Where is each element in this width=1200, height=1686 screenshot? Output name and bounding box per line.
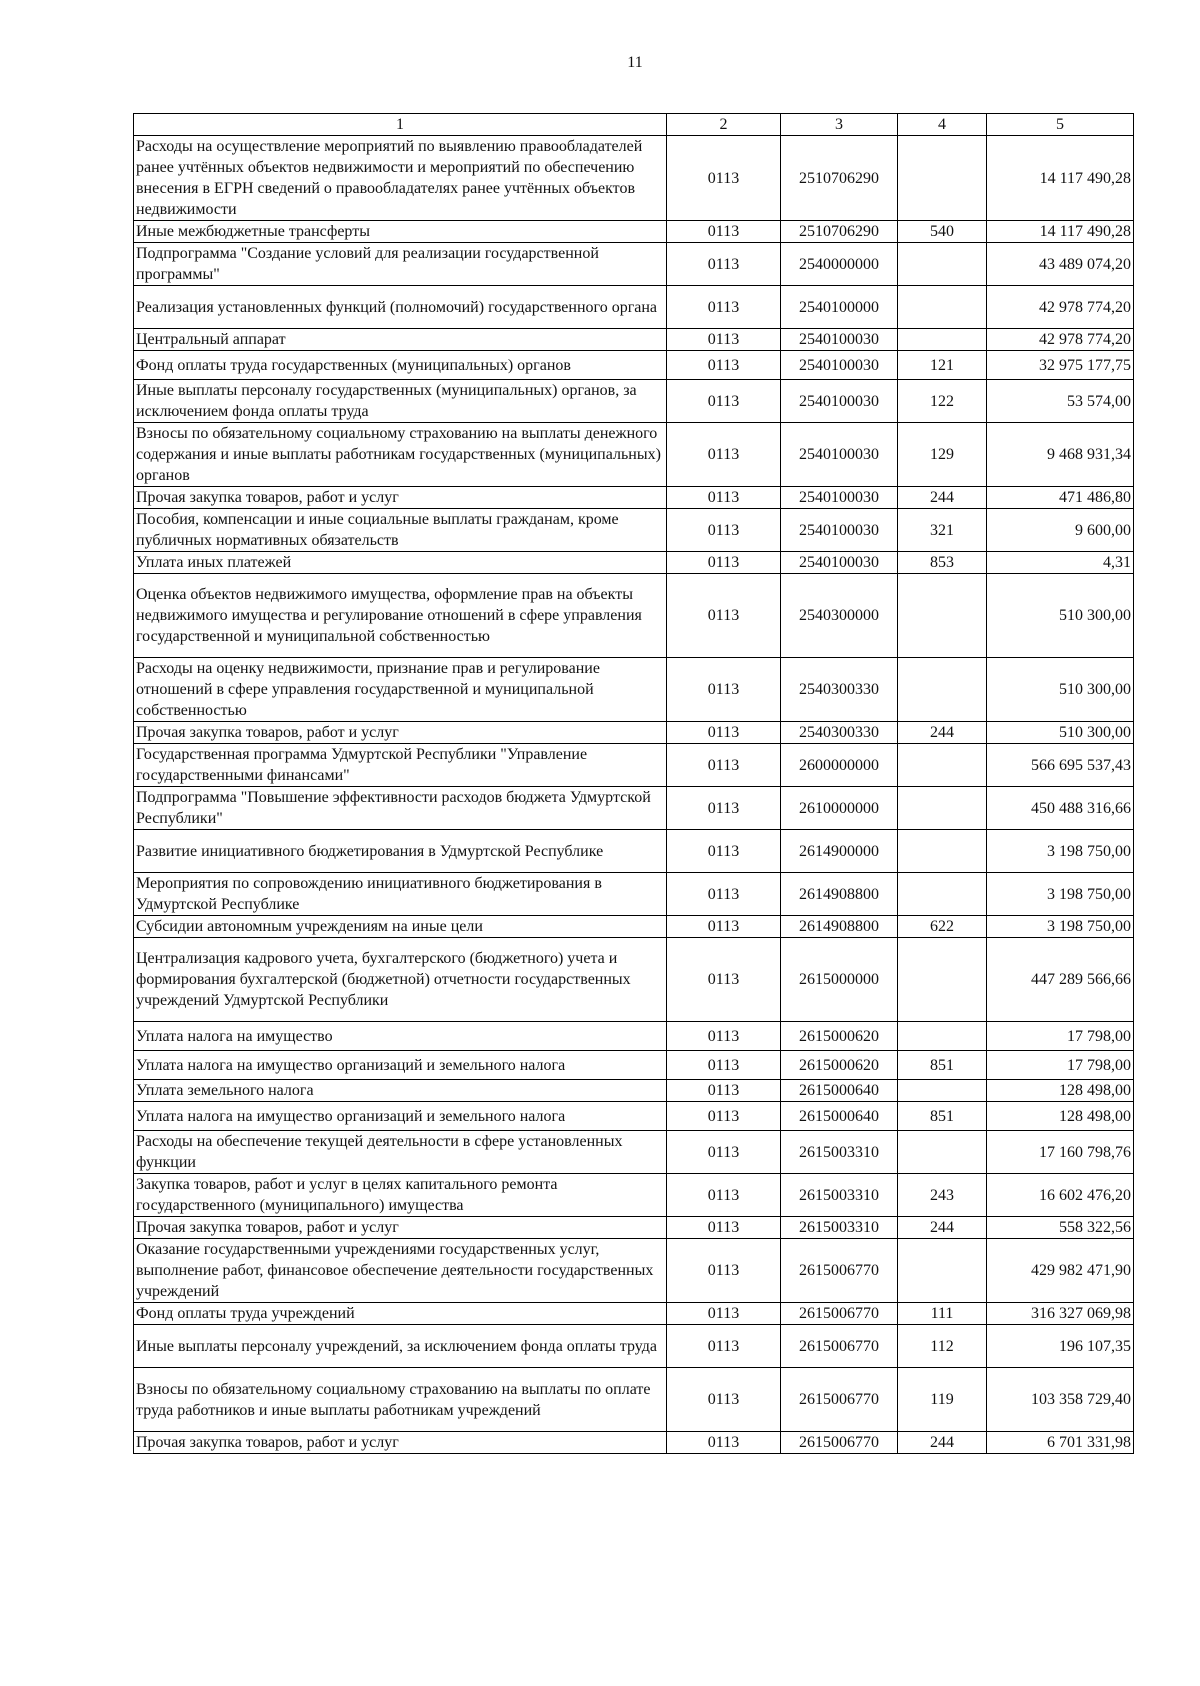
row-section-cell: 0113 [667, 1303, 781, 1325]
row-code-cell: 2600000000 [781, 744, 898, 787]
table-row [134, 1022, 1134, 1051]
header-row [134, 114, 1134, 136]
row-name-cell: Расходы на обеспечение текущей деятельности в сфере установленных функции [134, 1131, 667, 1174]
row-code-cell: 2614900000 [781, 830, 898, 873]
row-name-cell: Фонд оплаты труда государственных (муниципальных) органов [134, 351, 667, 380]
row-section-cell: 0113 [667, 1217, 781, 1239]
row-name-cell: Фонд оплаты труда учреждений [134, 1303, 667, 1325]
row-sum-cell: 128 498,00 [987, 1080, 1134, 1102]
row-expense-type-cell [898, 286, 987, 329]
row-name-cell: Иные выплаты персоналу учреждений, за исключением фонда оплаты труда [134, 1325, 667, 1368]
row-section-cell: 0113 [667, 1051, 781, 1080]
row-sum-cell: 16 602 476,20 [987, 1174, 1134, 1217]
row-sum-cell: 566 695 537,43 [987, 744, 1134, 787]
row-section-cell: 0113 [667, 1432, 781, 1454]
row-expense-type-cell [898, 744, 987, 787]
table-row [134, 1303, 1134, 1325]
table-row [134, 1239, 1134, 1303]
row-sum-cell: 6 701 331,98 [987, 1432, 1134, 1454]
row-expense-type-cell: 244 [898, 487, 987, 509]
row-expense-type-cell: 129 [898, 423, 987, 487]
row-expense-type-cell: 851 [898, 1102, 987, 1131]
row-section-cell: 0113 [667, 574, 781, 658]
row-name-cell: Прочая закупка товаров, работ и услуг [134, 487, 667, 509]
row-code-cell: 2615003310 [781, 1131, 898, 1174]
row-expense-type-cell: 321 [898, 509, 987, 552]
row-section-cell: 0113 [667, 1239, 781, 1303]
row-section-cell: 0113 [667, 916, 781, 938]
row-expense-type-cell [898, 938, 987, 1022]
row-code-cell: 2614908800 [781, 873, 898, 916]
row-section-cell: 0113 [667, 744, 781, 787]
row-expense-type-cell [898, 243, 987, 286]
table-row [134, 787, 1134, 830]
row-sum-cell: 9 468 931,34 [987, 423, 1134, 487]
row-section-cell: 0113 [667, 1325, 781, 1368]
table-row [134, 574, 1134, 658]
row-section-cell: 0113 [667, 380, 781, 423]
row-sum-cell: 43 489 074,20 [987, 243, 1134, 286]
row-code-cell: 2510706290 [781, 136, 898, 221]
row-section-cell: 0113 [667, 1022, 781, 1051]
header-col-2: 2 [667, 114, 781, 136]
row-sum-cell: 510 300,00 [987, 574, 1134, 658]
table-row [134, 552, 1134, 574]
table-row [134, 243, 1134, 286]
row-name-cell: Оказание государственными учреждениями государственных услуг, выполнение работ, финансовое обеспечение деятельности государственных учреждений [134, 1239, 667, 1303]
row-expense-type-cell: 851 [898, 1051, 987, 1080]
row-section-cell: 0113 [667, 1368, 781, 1432]
row-section-cell: 0113 [667, 1080, 781, 1102]
row-code-cell: 2540100000 [781, 286, 898, 329]
row-sum-cell: 4,31 [987, 552, 1134, 574]
table-row [134, 221, 1134, 243]
row-code-cell: 2615000640 [781, 1102, 898, 1131]
table-row [134, 916, 1134, 938]
row-expense-type-cell: 244 [898, 1217, 987, 1239]
row-sum-cell: 196 107,35 [987, 1325, 1134, 1368]
table-row [134, 286, 1134, 329]
row-code-cell: 2540100030 [781, 509, 898, 552]
row-name-cell: Иные выплаты персоналу государственных (муниципальных) органов, за исключением фонда оплаты труда [134, 380, 667, 423]
table-row [134, 1174, 1134, 1217]
row-name-cell: Уплата земельного налога [134, 1080, 667, 1102]
row-expense-type-cell [898, 136, 987, 221]
row-section-cell: 0113 [667, 423, 781, 487]
table-row [134, 722, 1134, 744]
row-name-cell: Централизация кадрового учета, бухгалтерского (бюджетного) учета и формирования бухгалтерской (бюджетной) отчетности государственных учреждений Удмуртской Республики [134, 938, 667, 1022]
row-section-cell: 0113 [667, 658, 781, 722]
row-name-cell: Расходы на осуществление мероприятий по выявлению правообладателей ранее учтённых объектов недвижимости и мероприятий по обеспечению внесения в ЕГРН сведений о правообладателях ранее учтённых объектов недвижимости [134, 136, 667, 221]
table-row [134, 1051, 1134, 1080]
table-row [134, 658, 1134, 722]
row-name-cell: Взносы по обязательному социальному страхованию на выплаты денежного содержания и иные выплаты работникам государственных (муниципальных) органов [134, 423, 667, 487]
row-section-cell: 0113 [667, 830, 781, 873]
row-name-cell: Мероприятия по сопровождению инициативного бюджетирования в Удмуртской Республике [134, 873, 667, 916]
table-row [134, 744, 1134, 787]
table-row [134, 1368, 1134, 1432]
row-sum-cell: 14 117 490,28 [987, 136, 1134, 221]
row-name-cell: Уплата иных платежей [134, 552, 667, 574]
row-code-cell: 2615006770 [781, 1368, 898, 1432]
budget-table [133, 113, 1134, 1454]
row-sum-cell: 510 300,00 [987, 722, 1134, 744]
table-row [134, 1325, 1134, 1368]
row-section-cell: 0113 [667, 136, 781, 221]
row-name-cell: Уплата налога на имущество организаций и земельного налога [134, 1102, 667, 1131]
row-code-cell: 2540100030 [781, 380, 898, 423]
row-expense-type-cell: 112 [898, 1325, 987, 1368]
row-section-cell: 0113 [667, 552, 781, 574]
table-row [134, 1131, 1134, 1174]
row-code-cell: 2540100030 [781, 552, 898, 574]
row-name-cell: Государственная программа Удмуртской Республики "Управление государственными финансами" [134, 744, 667, 787]
row-name-cell: Пособия, компенсации и иные социальные выплаты гражданам, кроме публичных нормативных обязательств [134, 509, 667, 552]
table-row [134, 938, 1134, 1022]
row-code-cell: 2540300000 [781, 574, 898, 658]
row-name-cell: Прочая закупка товаров, работ и услуг [134, 1432, 667, 1454]
row-expense-type-cell: 622 [898, 916, 987, 938]
table-row [134, 487, 1134, 509]
table-header [134, 114, 1134, 136]
table-row [134, 329, 1134, 351]
row-code-cell: 2540300330 [781, 658, 898, 722]
row-section-cell: 0113 [667, 787, 781, 830]
row-expense-type-cell [898, 574, 987, 658]
row-expense-type-cell [898, 1131, 987, 1174]
row-sum-cell: 42 978 774,20 [987, 329, 1134, 351]
row-sum-cell: 447 289 566,66 [987, 938, 1134, 1022]
row-name-cell: Развитие инициативного бюджетирования в Удмуртской Республике [134, 830, 667, 873]
row-code-cell: 2615000620 [781, 1051, 898, 1080]
row-name-cell: Центральный аппарат [134, 329, 667, 351]
row-expense-type-cell: 121 [898, 351, 987, 380]
row-name-cell: Взносы по обязательному социальному страхованию на выплаты по оплате труда работников и иные выплаты работникам учреждений [134, 1368, 667, 1432]
row-sum-cell: 53 574,00 [987, 380, 1134, 423]
row-code-cell: 2615003310 [781, 1217, 898, 1239]
page-number: 11 [627, 54, 643, 71]
row-expense-type-cell: 122 [898, 380, 987, 423]
row-code-cell: 2615006770 [781, 1239, 898, 1303]
row-expense-type-cell: 119 [898, 1368, 987, 1432]
row-name-cell: Прочая закупка товаров, работ и услуг [134, 1217, 667, 1239]
row-expense-type-cell [898, 873, 987, 916]
row-expense-type-cell: 244 [898, 722, 987, 744]
row-code-cell: 2615006770 [781, 1303, 898, 1325]
row-name-cell: Подпрограмма "Создание условий для реализации государственной программы" [134, 243, 667, 286]
row-section-cell: 0113 [667, 1174, 781, 1217]
row-sum-cell: 3 198 750,00 [987, 873, 1134, 916]
row-code-cell: 2540100030 [781, 423, 898, 487]
row-section-cell: 0113 [667, 221, 781, 243]
row-name-cell: Расходы на оценку недвижимости, признание прав и регулирование отношений в сфере управления государственной и муниципальной собственностью [134, 658, 667, 722]
row-sum-cell: 471 486,80 [987, 487, 1134, 509]
row-code-cell: 2615000640 [781, 1080, 898, 1102]
row-code-cell: 2510706290 [781, 221, 898, 243]
row-code-cell: 2540000000 [781, 243, 898, 286]
header-col-5: 5 [987, 114, 1134, 136]
row-name-cell: Субсидии автономным учреждениям на иные цели [134, 916, 667, 938]
row-code-cell: 2615000000 [781, 938, 898, 1022]
row-section-cell: 0113 [667, 1102, 781, 1131]
row-expense-type-cell [898, 658, 987, 722]
header-col-1: 1 [134, 114, 667, 136]
row-code-cell: 2540100030 [781, 351, 898, 380]
row-code-cell: 2540300330 [781, 722, 898, 744]
row-sum-cell: 42 978 774,20 [987, 286, 1134, 329]
row-sum-cell: 32 975 177,75 [987, 351, 1134, 380]
row-expense-type-cell: 111 [898, 1303, 987, 1325]
table-row [134, 423, 1134, 487]
row-expense-type-cell [898, 1080, 987, 1102]
row-expense-type-cell [898, 787, 987, 830]
row-code-cell: 2610000000 [781, 787, 898, 830]
row-sum-cell: 316 327 069,98 [987, 1303, 1134, 1325]
table-row [134, 351, 1134, 380]
row-sum-cell: 128 498,00 [987, 1102, 1134, 1131]
row-section-cell: 0113 [667, 286, 781, 329]
table-row [134, 1080, 1134, 1102]
row-section-cell: 0113 [667, 722, 781, 744]
row-sum-cell: 3 198 750,00 [987, 916, 1134, 938]
row-name-cell: Подпрограмма "Повышение эффективности расходов бюджета Удмуртской Республики" [134, 787, 667, 830]
row-sum-cell: 103 358 729,40 [987, 1368, 1134, 1432]
row-sum-cell: 429 982 471,90 [987, 1239, 1134, 1303]
row-sum-cell: 3 198 750,00 [987, 830, 1134, 873]
row-code-cell: 2540100030 [781, 487, 898, 509]
row-name-cell: Реализация установленных функций (полномочий) государственного органа [134, 286, 667, 329]
row-name-cell: Иные межбюджетные трансферты [134, 221, 667, 243]
row-sum-cell: 17 160 798,76 [987, 1131, 1134, 1174]
table-row [134, 1217, 1134, 1239]
row-sum-cell: 9 600,00 [987, 509, 1134, 552]
row-name-cell: Уплата налога на имущество [134, 1022, 667, 1051]
row-expense-type-cell: 540 [898, 221, 987, 243]
table-body [134, 136, 1134, 1454]
row-code-cell: 2614908800 [781, 916, 898, 938]
row-expense-type-cell: 243 [898, 1174, 987, 1217]
row-sum-cell: 510 300,00 [987, 658, 1134, 722]
row-sum-cell: 558 322,56 [987, 1217, 1134, 1239]
row-expense-type-cell [898, 1022, 987, 1051]
row-name-cell: Уплата налога на имущество организаций и земельного налога [134, 1051, 667, 1080]
table-row [134, 1102, 1134, 1131]
row-sum-cell: 14 117 490,28 [987, 221, 1134, 243]
row-code-cell: 2615006770 [781, 1432, 898, 1454]
row-name-cell: Закупка товаров, работ и услуг в целях капитального ремонта государственного (муниципального) имущества [134, 1174, 667, 1217]
row-code-cell: 2540100030 [781, 329, 898, 351]
row-sum-cell: 450 488 316,66 [987, 787, 1134, 830]
row-section-cell: 0113 [667, 243, 781, 286]
row-section-cell: 0113 [667, 351, 781, 380]
row-expense-type-cell [898, 830, 987, 873]
row-expense-type-cell: 853 [898, 552, 987, 574]
row-code-cell: 2615006770 [781, 1325, 898, 1368]
table-row [134, 1432, 1134, 1454]
row-section-cell: 0113 [667, 873, 781, 916]
row-section-cell: 0113 [667, 487, 781, 509]
row-expense-type-cell [898, 329, 987, 351]
table-row [134, 509, 1134, 552]
table-row [134, 830, 1134, 873]
row-expense-type-cell [898, 1239, 987, 1303]
row-section-cell: 0113 [667, 1131, 781, 1174]
row-section-cell: 0113 [667, 509, 781, 552]
table-row [134, 380, 1134, 423]
row-section-cell: 0113 [667, 329, 781, 351]
row-section-cell: 0113 [667, 938, 781, 1022]
header-col-3: 3 [781, 114, 898, 136]
row-code-cell: 2615000620 [781, 1022, 898, 1051]
row-sum-cell: 17 798,00 [987, 1022, 1134, 1051]
row-name-cell: Прочая закупка товаров, работ и услуг [134, 722, 667, 744]
row-sum-cell: 17 798,00 [987, 1051, 1134, 1080]
table-row [134, 136, 1134, 221]
row-code-cell: 2615003310 [781, 1174, 898, 1217]
header-col-4: 4 [898, 114, 987, 136]
table-row [134, 873, 1134, 916]
row-expense-type-cell: 244 [898, 1432, 987, 1454]
row-name-cell: Оценка объектов недвижимого имущества, оформление прав на объекты недвижимого имущества и регулирование отношений в сфере управления государственной и муниципальной собственностью [134, 574, 667, 658]
